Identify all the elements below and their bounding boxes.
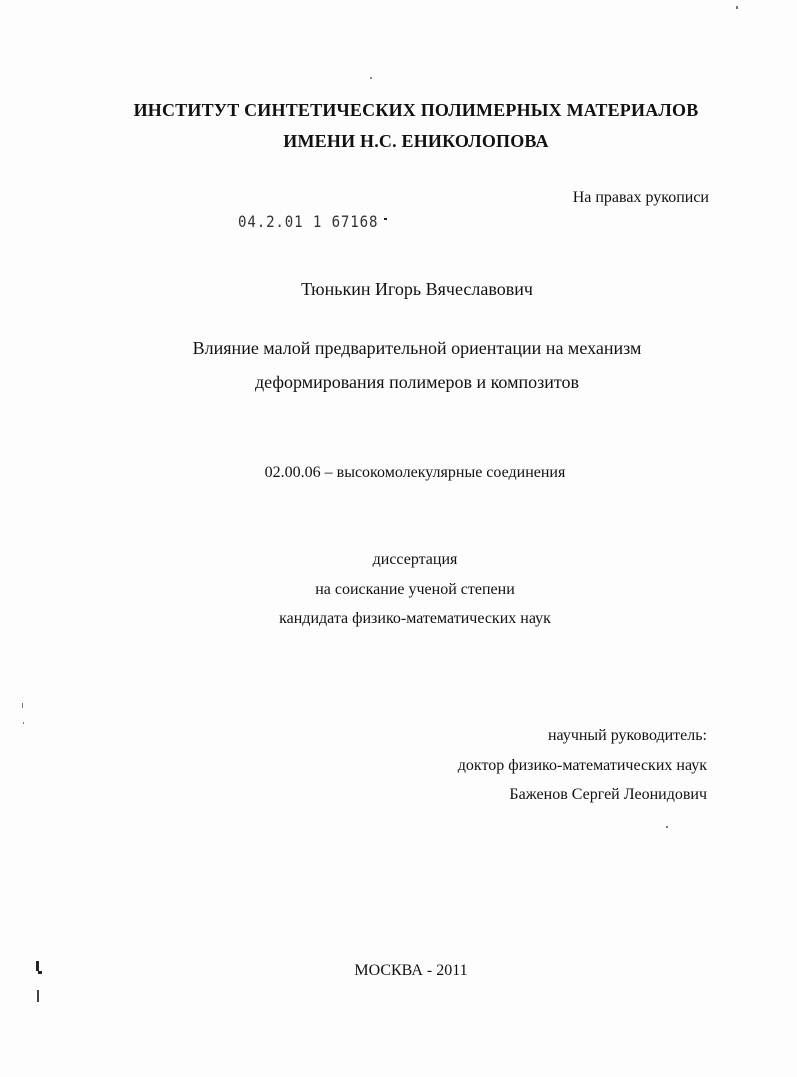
scan-speck <box>23 722 24 724</box>
scan-speck <box>736 6 738 9</box>
supervisor-degree: доктор физико-математических наук <box>457 757 707 774</box>
scan-speck <box>38 971 42 974</box>
scan-speck <box>370 77 372 79</box>
scan-speck <box>384 218 387 220</box>
specialty-code: 02.00.06 – высокомолекулярные соединения <box>264 464 566 481</box>
author-name: Тюнькин Игорь Вячеславович <box>301 279 533 299</box>
degree-line3: кандидата физико-математических наук <box>279 610 551 627</box>
scan-speck <box>36 961 39 971</box>
degree-line1: диссертация <box>372 551 458 568</box>
scan-speck <box>37 990 39 1002</box>
thesis-title-line2: деформирования полимеров и композитов <box>255 372 579 392</box>
city-year: МОСКВА - 2011 <box>354 962 468 979</box>
thesis-title-line1: Влияние малой предварительной ориентации на механизм <box>192 338 642 358</box>
institute-name-line1: ИНСТИТУТ СИНТЕТИЧЕСКИХ ПОЛИМЕРНЫХ МАТЕРИАЛОВ <box>133 100 699 120</box>
scan-speck <box>22 703 23 708</box>
scan-speck <box>666 826 668 828</box>
institute-name-line2: ИМЕНИ Н.С. ЕНИКОЛОПОВА <box>283 131 549 151</box>
degree-line2: на соискание ученой степени <box>315 581 515 598</box>
stamp-number: 04.2.01 1 67168 <box>238 212 379 231</box>
supervisor-name: Баженов Сергей Леонидович <box>509 786 707 803</box>
rights-note: На правах рукописи <box>572 189 709 206</box>
supervisor-label: научный руководитель: <box>547 727 707 744</box>
